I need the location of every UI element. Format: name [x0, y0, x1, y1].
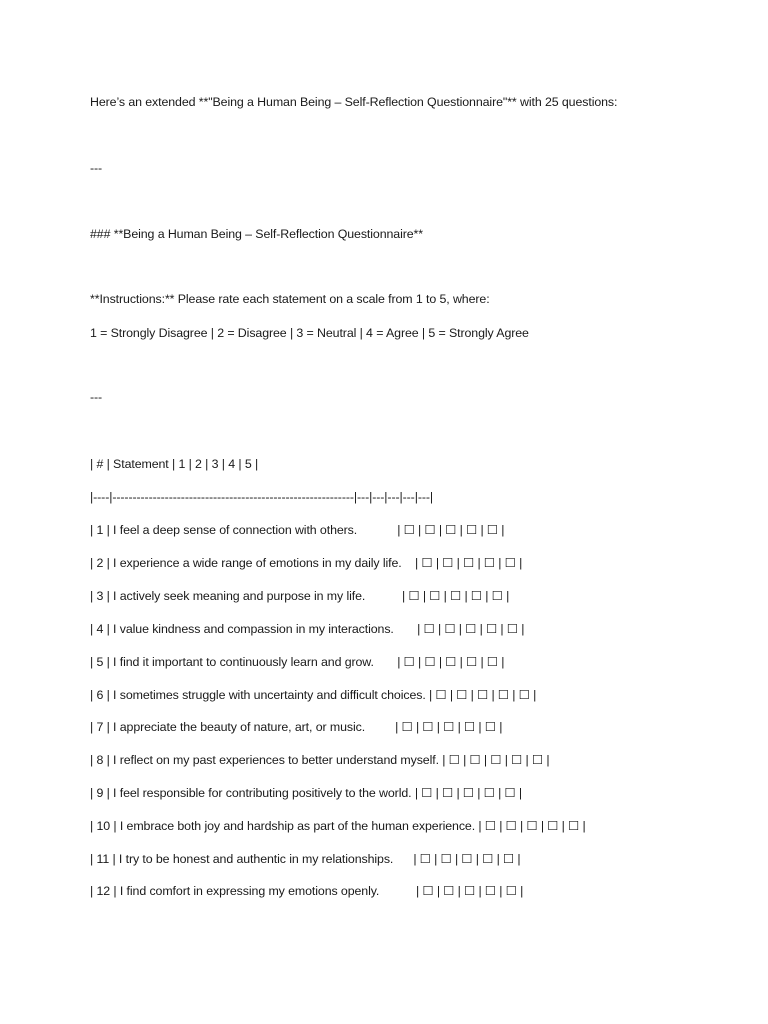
table-header-row: | # | Statement | 1 | 2 | 3 | 4 | 5 | [90, 457, 259, 471]
horizontal-rule: --- [90, 390, 103, 404]
horizontal-rule: --- [90, 161, 103, 175]
questionnaire-heading: ### **Being a Human Being – Self-Reflection Questionnaire** [90, 227, 423, 241]
table-row: | 12 | I find comfort in expressing my emotions openly. | ☐ | ☐ | ☐ | ☐ | ☐ | [90, 884, 524, 898]
table-row: | 4 | I value kindness and compassion in my interactions. | ☐ | ☐ | ☐ | ☐ | ☐ | [90, 622, 525, 636]
table-row: | 6 | I sometimes struggle with uncertainty and difficult choices. | ☐ | ☐ | ☐ | ☐ | ☐ | [90, 688, 537, 702]
table-row: | 1 | I feel a deep sense of connection with others. | ☐ | ☐ | ☐ | ☐ | ☐ | [90, 523, 505, 537]
table-row: | 10 | I embrace both joy and hardship as part of the human experience. | ☐ | ☐ | ☐ | ☐ | ☐ | [90, 819, 586, 833]
table-separator-row: |----|------------------------------------------------------------|---|---|---|---|---| [90, 490, 434, 504]
table-row: | 3 | I actively seek meaning and purpose in my life. | ☐ | ☐ | ☐ | ☐ | ☐ | [90, 589, 510, 603]
table-row: | 11 | I try to be honest and authentic in my relationships. | ☐ | ☐ | ☐ | ☐ | ☐ | [90, 852, 521, 866]
intro-line: Here’s an extended **"Being a Human Being – Self-Reflection Questionnaire"** with 25 questions: [90, 95, 618, 109]
table-row: | 2 | I experience a wide range of emotions in my daily life. | ☐ | ☐ | ☐ | ☐ | ☐ | [90, 556, 523, 570]
table-row: | 5 | I find it important to continuously learn and grow. | ☐ | ☐ | ☐ | ☐ | ☐ | [90, 655, 505, 669]
table-row: | 7 | I appreciate the beauty of nature, art, or music. | ☐ | ☐ | ☐ | ☐ | ☐ | [90, 720, 503, 734]
instructions-line: **Instructions:** Please rate each statement on a scale from 1 to 5, where: [90, 292, 490, 306]
table-row: | 8 | I reflect on my past experiences to better understand myself. | ☐ | ☐ | ☐ | ☐ | ☐ | [90, 753, 550, 767]
rating-scale-line: 1 = Strongly Disagree | 2 = Disagree | 3 = Neutral | 4 = Agree | 5 = Strongly Agree [90, 326, 529, 340]
table-row: | 9 | I feel responsible for contributing positively to the world. | ☐ | ☐ | ☐ | ☐ | ☐ | [90, 786, 522, 800]
